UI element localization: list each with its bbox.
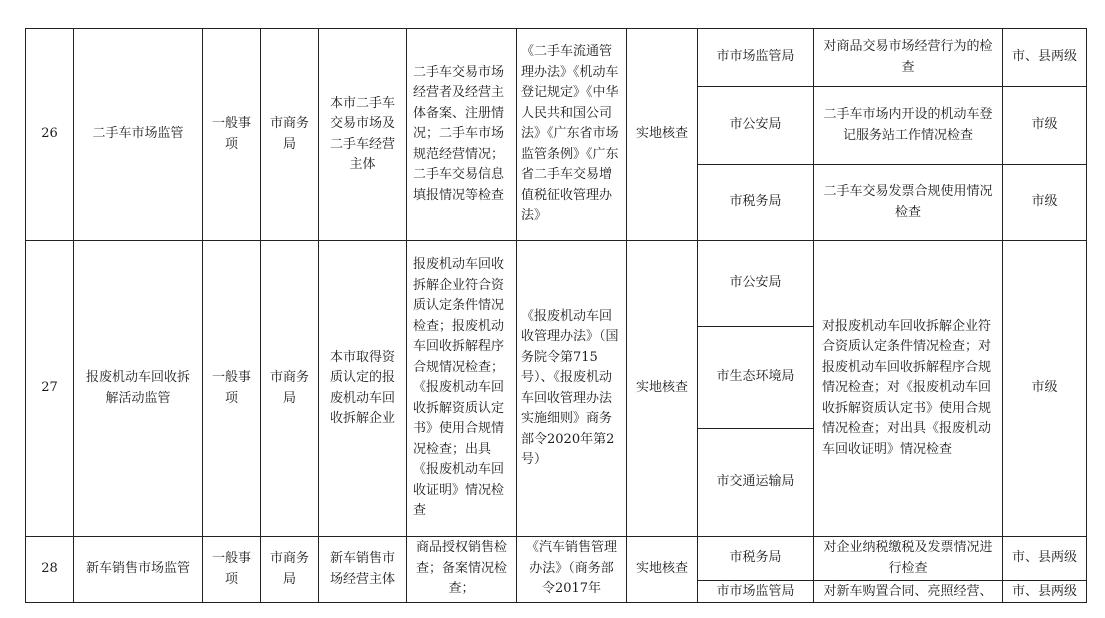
table-row xyxy=(26,241,1087,327)
lead-dept-cell: 市商务局 xyxy=(261,241,319,537)
inspection-items-cell: 二手车交易市场经营者及经营主体备案、注册情况；二手车市场规范经营情况；二手车交易信息填报情况等检查 xyxy=(407,29,517,241)
level-cell: 市级 xyxy=(1003,241,1087,537)
joint-content-cell: 二手车交易发票合规使用情况检查 xyxy=(814,165,1003,241)
seq-cell: 27 xyxy=(26,241,74,537)
lead-dept-cell: 市商务局 xyxy=(261,29,319,241)
joint-content-cell: 对商品交易市场经营行为的检查 xyxy=(814,29,1003,87)
item-name-cell: 新车销售市场监管 xyxy=(74,537,203,603)
joint-content-cell: 对企业纳税缴税及发票情况进行检查 xyxy=(814,537,1003,581)
joint-agency-cell: 市交通运输局 xyxy=(698,429,814,537)
level-cell: 市、县两级 xyxy=(1003,581,1087,603)
method-cell: 实地核查 xyxy=(627,537,698,603)
supervision-items-table xyxy=(25,28,1087,603)
target-cell: 本市二手车交易市场及二手车经营主体 xyxy=(319,29,407,241)
joint-content-cell: 对报废机动车回收拆解企业符合资质认定条件情况检查；对报废机动车回收拆解程序合规情况检查；对《报废机动车回收拆解资质认定书》使用合规情况检查；对出具《报废机动车回收证明》情况检查 xyxy=(814,241,1003,537)
inspection-items-cell: 商品授权销售检查；备案情况检查； xyxy=(407,537,517,603)
category-cell: 一般事项 xyxy=(203,537,261,603)
joint-content-cell: 对新车购置合同、亮照经营、 xyxy=(814,581,1003,603)
item-name-cell: 二手车市场监管 xyxy=(74,29,203,241)
level-cell: 市级 xyxy=(1003,87,1087,165)
target-cell: 本市取得资质认定的报废机动车回收拆解企业 xyxy=(319,241,407,537)
level-cell: 市级 xyxy=(1003,165,1087,241)
target-cell: 新车销售市场经营主体 xyxy=(319,537,407,603)
inspection-items-cell: 报废机动车回收拆解企业符合资质认定条件情况检查；报废机动车回收拆解程序合规情况检查；《报废机动车回收拆解资质认定书》使用合规情况检查；出具《报废机动车回收证明》情况检查 xyxy=(407,241,517,537)
level-cell: 市、县两级 xyxy=(1003,29,1087,87)
table-row xyxy=(26,29,1087,87)
category-cell: 一般事项 xyxy=(203,241,261,537)
joint-agency-cell: 市税务局 xyxy=(698,165,814,241)
level-cell: 市、县两级 xyxy=(1003,537,1087,581)
table-row xyxy=(26,537,1087,581)
seq-cell: 26 xyxy=(26,29,74,241)
item-name-cell: 报废机动车回收拆解活动监管 xyxy=(74,241,203,537)
joint-agency-cell: 市市场监管局 xyxy=(698,581,814,603)
method-cell: 实地核查 xyxy=(627,241,698,537)
legal-basis-cell: 《报废机动车回收管理办法》（国务院令第715号）、《报废机动车回收管理办法实施细则》商务部令2020年第2号） xyxy=(517,241,627,537)
joint-content-cell: 二手车市场内开设的机动车登记服务站工作情况检查 xyxy=(814,87,1003,165)
method-cell: 实地核查 xyxy=(627,29,698,241)
category-cell: 一般事项 xyxy=(203,29,261,241)
seq-cell: 28 xyxy=(26,537,74,603)
legal-basis-cell: 《汽车销售管理办法》（商务部令2017年 xyxy=(517,537,627,603)
joint-agency-cell: 市公安局 xyxy=(698,87,814,165)
joint-agency-cell: 市税务局 xyxy=(698,537,814,581)
joint-agency-cell: 市市场监管局 xyxy=(698,29,814,87)
lead-dept-cell: 市商务局 xyxy=(261,537,319,603)
joint-agency-cell: 市公安局 xyxy=(698,241,814,327)
legal-basis-cell: 《二手车流通管理办法》《机动车登记规定》《中华人民共和国公司法》《广东省市场监管条例》《广东省二手车交易增值税征收管理办法》 xyxy=(517,29,627,241)
joint-agency-cell: 市生态环境局 xyxy=(698,327,814,429)
